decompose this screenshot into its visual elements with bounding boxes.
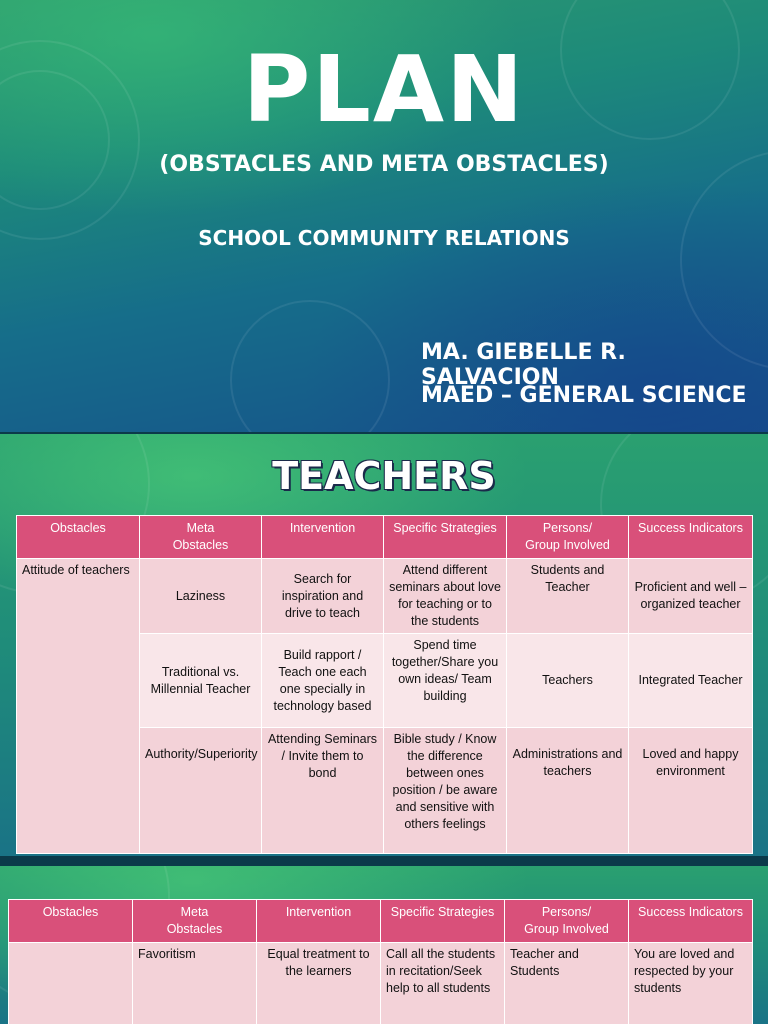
- meta-cell: Authority/Superiority: [140, 728, 262, 854]
- indicators-cell: Proficient and well – organized teacher: [629, 559, 753, 634]
- plan-table: [16, 515, 753, 854]
- decorative-ring: [230, 300, 390, 432]
- intervention-cell: Search for inspiration and drive to teach: [262, 559, 384, 634]
- meta-cell: Laziness: [140, 559, 262, 634]
- intervention-cell: Equal treatment to the learners: [257, 943, 381, 1024]
- table-row: [9, 943, 753, 1024]
- strategies-cell: Call all the students in recitation/Seek help to all students: [381, 943, 505, 1024]
- header-intervention: Intervention: [262, 516, 384, 559]
- persons-cell: Teachers: [507, 634, 629, 728]
- header-strategies: Specific Strategies: [384, 516, 507, 559]
- indicators-cell: Loved and happy environment: [629, 728, 753, 854]
- plan-table: [8, 899, 753, 1024]
- persons-cell: Administrations and teachers: [507, 728, 629, 854]
- header-meta-obstacles: Meta Obstacles: [140, 516, 262, 559]
- strategies-cell: Attend different seminars about love for teaching or to the students: [384, 559, 507, 634]
- obstacle-cell: [9, 943, 133, 1024]
- strategies-cell: Bible study / Know the difference between ones position / be aware and sensitive with others feelings: [384, 728, 507, 854]
- header-persons: Persons/ Group Involved: [507, 516, 629, 559]
- header-indicators: Success Indicators: [629, 900, 753, 943]
- title-slide: [0, 0, 768, 432]
- header-meta-obstacles: Meta Obstacles: [133, 900, 257, 943]
- header-indicators: Success Indicators: [629, 516, 753, 559]
- indicators-cell: Integrated Teacher: [629, 634, 753, 728]
- decorative-ring: [680, 150, 768, 370]
- table-row: [17, 559, 753, 634]
- slide-subtitle: (OBSTACLES AND META OBSTACLES): [159, 152, 609, 177]
- header-strategies: Specific Strategies: [381, 900, 505, 943]
- section-title: TEACHERS: [272, 454, 496, 498]
- header-persons: Persons/ Group Involved: [505, 900, 629, 943]
- meta-cell: Traditional vs. Millennial Teacher: [140, 634, 262, 728]
- program-name: MAED – GENERAL SCIENCE: [421, 383, 747, 408]
- intervention-cell: Attending Seminars / Invite them to bond: [262, 728, 384, 854]
- intervention-cell: Build rapport / Teach one each one specially in technology based: [262, 634, 384, 728]
- course-name: SCHOOL COMMUNITY RELATIONS: [198, 226, 570, 250]
- persons-cell: Students and Teacher: [507, 559, 629, 634]
- persons-cell: Teacher and Students: [505, 943, 629, 1024]
- meta-cell: Favoritism: [133, 943, 257, 1024]
- slide-title: PLAN: [242, 36, 526, 143]
- indicators-cell: You are loved and respected by your students: [629, 943, 753, 1024]
- obstacle-cell: Attitude of teachers: [17, 559, 140, 854]
- header-obstacles: Obstacles: [17, 516, 140, 559]
- table-header-row: [17, 516, 753, 559]
- header-intervention: Intervention: [257, 900, 381, 943]
- continuation-slide: [0, 866, 768, 1024]
- teachers-slide: [0, 434, 768, 856]
- header-obstacles: Obstacles: [9, 900, 133, 943]
- author-name: MA. GIEBELLE R. SALVACION: [421, 340, 626, 390]
- strategies-cell: Spend time together/Share you own ideas/ Team building: [384, 634, 507, 728]
- table-header-row: [9, 900, 753, 943]
